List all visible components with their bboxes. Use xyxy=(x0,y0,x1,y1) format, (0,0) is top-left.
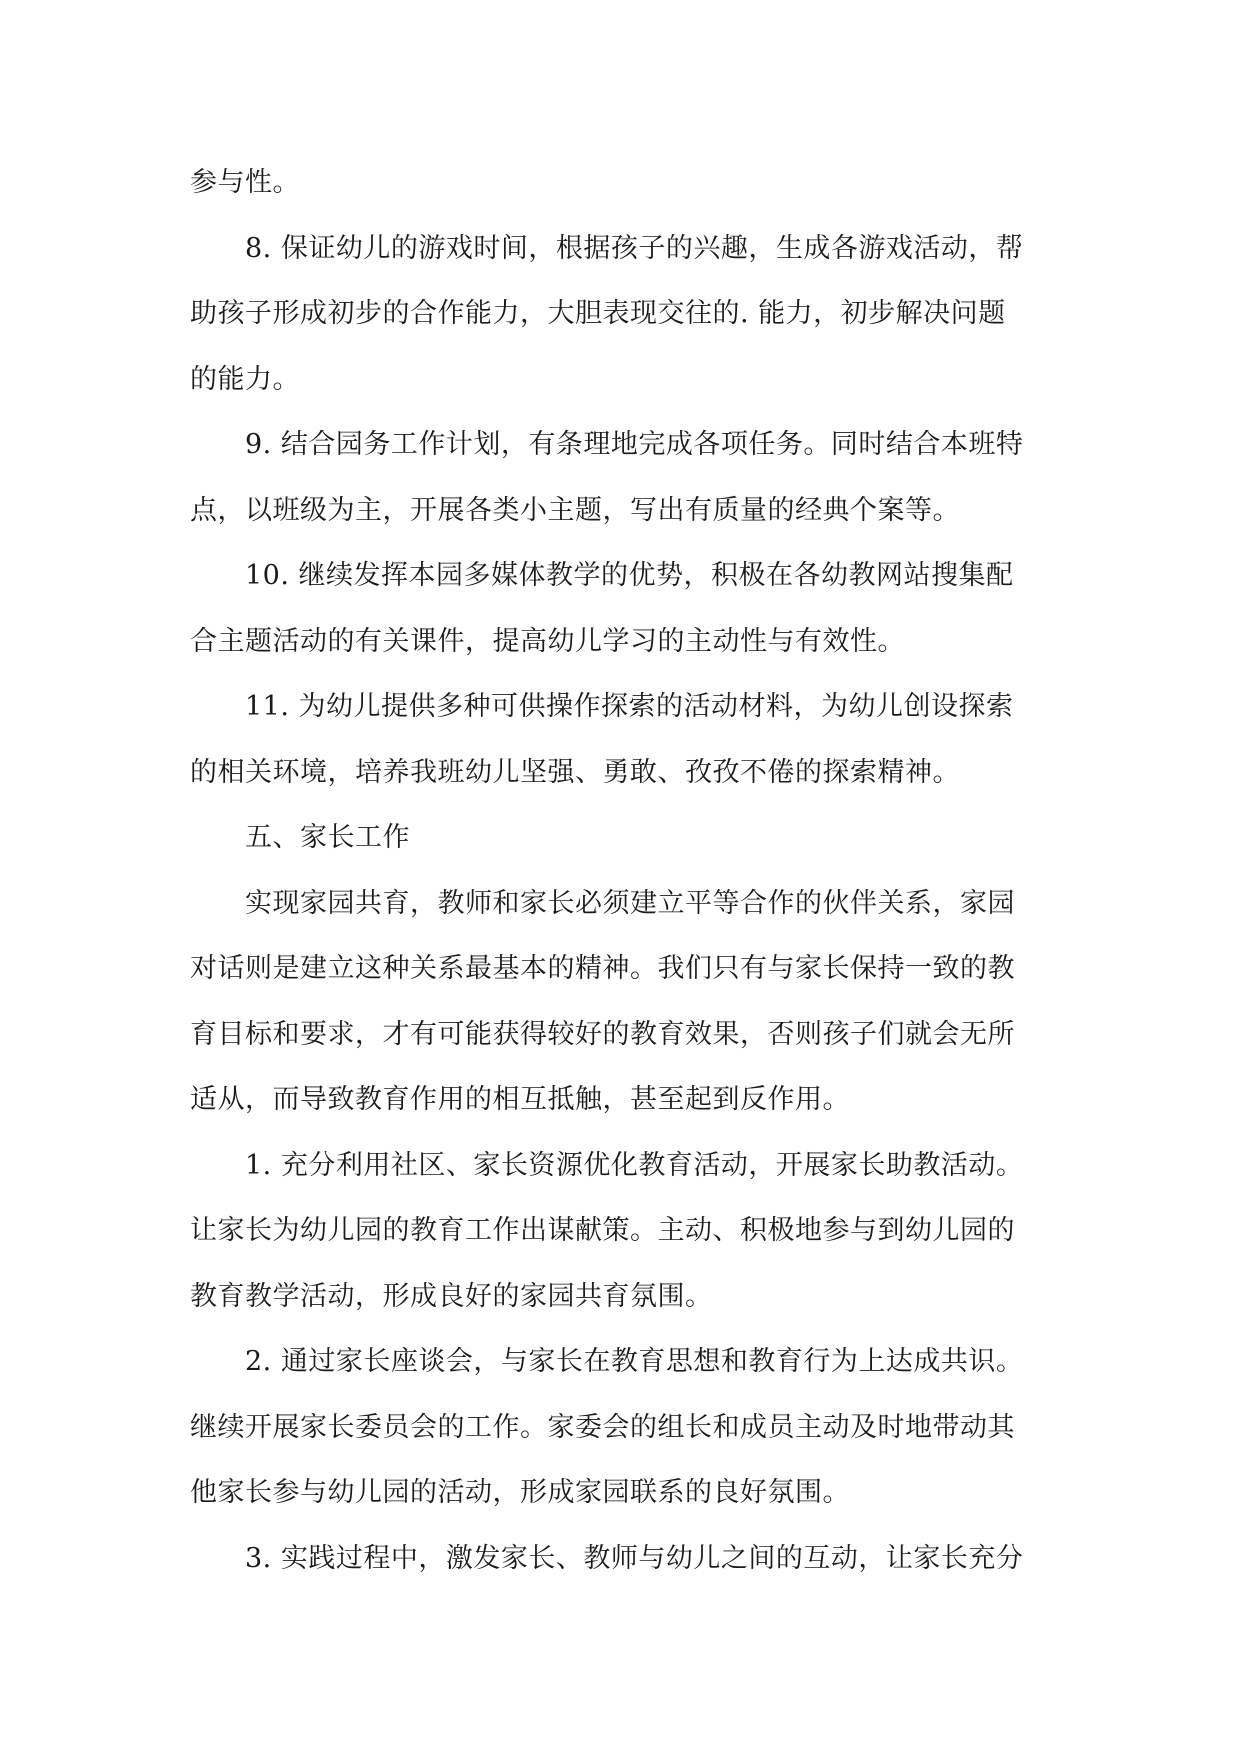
text-line-14: 育目标和要求，才有可能获得较好的教育效果，否则孩子们就会无所 xyxy=(190,1018,1015,1050)
text-line-5: 9. 结合园务工作计划，有条理地完成各项任务。同时结合本班特 xyxy=(245,429,1024,460)
text-line-7: 10. 继续发挥本园多媒体教学的优势，积极在各幼教网站搜集配 xyxy=(245,560,1014,591)
text-line-4: 的能力。 xyxy=(190,363,300,395)
text-line-8: 合主题活动的有关课件，提高幼儿学习的主动性与有效性。 xyxy=(190,625,905,657)
text-line-17: 让家长为幼儿园的教育工作出谋献策。主动、积极地参与到幼儿园的 xyxy=(190,1215,1015,1246)
text-line-9: 11. 为幼儿提供多种可供操作探索的活动材料，为幼儿创设探索 xyxy=(245,691,1014,722)
text-line-1: 参与性。 xyxy=(190,167,300,198)
text-line-15: 适从，而导致教育作用的相互抵触，甚至起到反作用。 xyxy=(190,1084,850,1115)
text-line-10: 的相关环境，培养我班幼儿坚强、勇敢、孜孜不倦的探索精神。 xyxy=(190,756,960,788)
text-line-19: 2. 通过家长座谈会，与家长在教育思想和教育行为上达成共识。 xyxy=(245,1346,1024,1377)
text-line-2: 8. 保证幼儿的游戏时间，根据孩子的兴趣，生成各游戏活动，帮 xyxy=(245,232,1024,264)
text-line-3: 助孩子形成初步的合作能力，大胆表现交往的. 能力，初步解决问题 xyxy=(190,298,1006,329)
text-line-6: 点，以班级为主，开展各类小主题，写出有质量的经典个案等。 xyxy=(190,494,960,526)
text-line-18: 教育教学活动，形成良好的家园共育氛围。 xyxy=(190,1280,713,1312)
document-page xyxy=(190,150,1052,1591)
text-line-22: 3. 实践过程中，激发家长、教师与幼儿之间的互动，让家长充分 xyxy=(245,1542,1024,1574)
text-line-21: 他家长参与幼儿园的活动，形成家园联系的良好氛围。 xyxy=(190,1477,850,1508)
text-line-16: 1. 充分利用社区、家长资源优化教育活动，开展家长助教活动。 xyxy=(245,1149,1024,1181)
text-line-12: 实现家园共育，教师和家长必须建立平等合作的伙伴关系，家园 xyxy=(245,887,1015,919)
text-line-13: 对话则是建立这种关系最基本的精神。我们只有与家长保持一致的教 xyxy=(190,953,1015,984)
section-heading: 五、家长工作 xyxy=(245,822,410,853)
text-line-20: 继续开展家长委员会的工作。家委会的组长和成员主动及时地带动其 xyxy=(190,1411,1015,1443)
